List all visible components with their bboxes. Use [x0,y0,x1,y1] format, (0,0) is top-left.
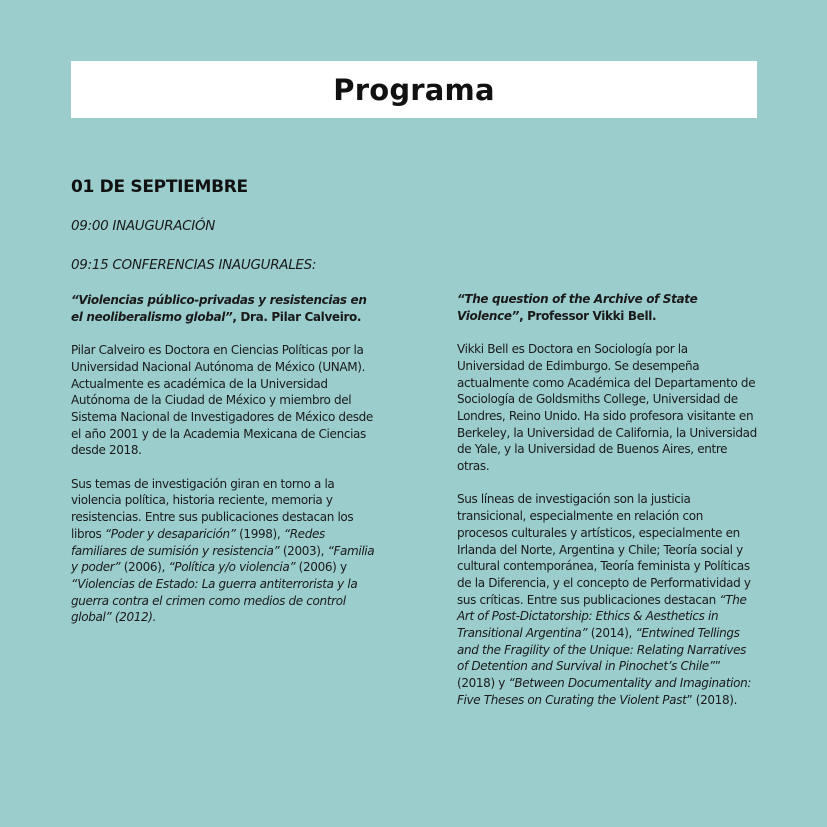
right-research-intro: Sus líneas de investigación son la justicia transicional, especialmente en relación con procesos culturales y artísticos, especialmente en Irlanda del Norte, Argentina y Chile; Teoría social y cultural contemporánea, Teoría feminista y Políticas de la Diferencia, y el concepto de Performatividad y sus críticas. Entre sus publicaciones destacan [457,492,751,607]
left-pub-year: (2006), [120,560,169,575]
right-speaker: , Professor Vikki Bell. [519,308,657,323]
right-pub-title: “The Art of Post-Dictatorship: Ethics & Aesthetics in Transitional Argentina” [457,592,747,641]
right-talk-heading [457,291,757,324]
title-banner [71,61,757,118]
right-column [457,291,757,709]
right-research [457,491,757,708]
left-research [71,476,376,626]
left-column [71,292,376,626]
left-bio: Pilar Calveiro es Doctora en Ciencias Políticas por la Universidad Nacional Autónoma de México (UNAM). Actualmente es académica de la Universidad Autónoma de la Ciudad de México y miembro del Sistema Nacional de Investigadores de México desde el año 2001 y de la Academia Mexicana de Ciencias desde 2018. [71,343,373,458]
event-date: 01 DE SEPTIEMBRE [71,177,248,197]
left-speaker: , Dra. Pilar Calveiro. [232,309,362,324]
schedule-conferencias: 09:15 CONFERENCIAS INAUGURALES: [71,257,317,273]
right-bio: Vikki Bell es Doctora en Sociología por la Universidad de Edimburgo. Se desempeña actualmente como Académica del Departamento de Sociología de Goldsmiths College, Universidad de Londres, Reino Unido. Ha sido profesora visitante en Berkeley, la Universidad de California, la Universidad de Yale, y la Universidad de Buenos Aires, entre otras. [457,342,757,474]
right-talk-title: “The question of the Archive of State Violence” [457,292,698,323]
left-research-intro: Sus temas de investigación giran en torno a la violencia política, historia reciente, memoria y resistencias. Entre sus publicaciones destacan los libros [71,476,354,541]
left-pub-year: (1998), [235,526,284,541]
page-title: Programa [333,72,495,107]
left-pub-title: “Política y/o violencia” [168,560,296,575]
schedule-inauguracion: 09:00 INAUGURACIÓN [71,218,216,234]
left-pub-title: “Familia y poder” [71,543,375,575]
left-pub-title: “Poder y desaparición” [104,526,236,541]
left-pub-year: (2003), [279,543,328,558]
left-pub-year: (2006) y [295,560,347,575]
left-talk-title: “Violencias público-privadas y resistencias en el neoliberalismo global” [71,293,367,324]
right-pub-title: “Between Documentality and Imagination: Five Theses on Curating the Violent Past [457,676,752,707]
left-talk-heading [71,292,376,325]
right-pub-year: (2014), [587,626,636,641]
left-pub-title: “Violencias de Estado: La guerra antiterrorista y la guerra contra el crimen como medios de control global” (2012). [71,576,358,625]
right-pub-title: “Entwined Tellings and the Fragility of the Unique: Relating Narratives of Detention and Survival in Pinochet’s Chile” [457,626,747,674]
left-pub-title: “Redes familiares de sumisión y resistencia” [71,526,325,558]
right-pub-year: ” (2018) y [457,659,721,691]
right-pub-year: ” (2018). [686,692,738,707]
